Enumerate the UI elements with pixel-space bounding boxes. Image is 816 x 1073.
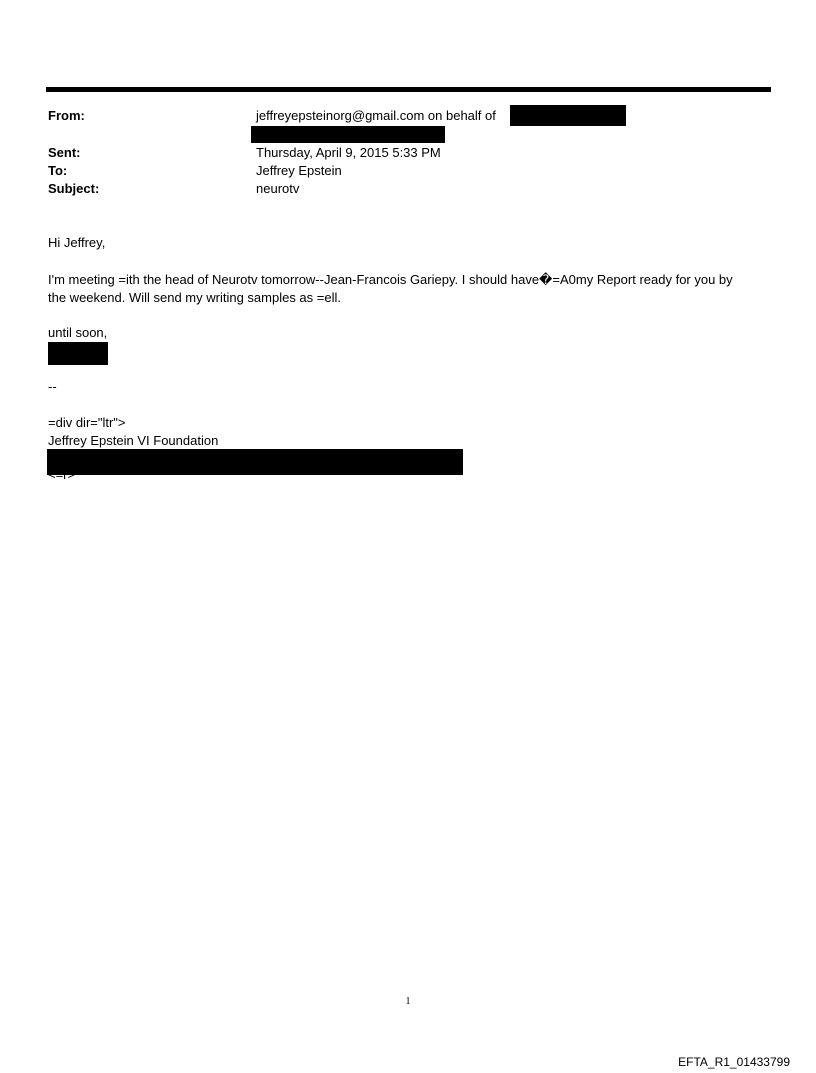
paragraph-line-1: I'm meeting =ith the head of Neurotv tomorrow--Jean-Francois Gariepy. I should have�=A0my Report ready for you by bbox=[48, 272, 733, 287]
bates-number: EFTA_R1_01433799 bbox=[678, 1055, 790, 1069]
from-value: jeffreyepsteinorg@gmail.com on behalf of bbox=[256, 108, 496, 123]
subject-label: Subject: bbox=[48, 181, 100, 196]
header-rule bbox=[46, 87, 771, 92]
sent-label: Sent: bbox=[48, 145, 81, 160]
to-label: To: bbox=[48, 163, 68, 178]
redaction-from-email bbox=[251, 126, 445, 143]
separator: -- bbox=[48, 379, 57, 394]
page-number: 1 bbox=[405, 996, 411, 1007]
closing: until soon, bbox=[48, 325, 108, 340]
redaction-from-name bbox=[510, 105, 626, 126]
redaction-signature bbox=[48, 342, 108, 365]
html-fragment: =div dir="ltr"> bbox=[48, 415, 126, 430]
subject-value: neurotv bbox=[256, 181, 300, 196]
from-label: From: bbox=[48, 108, 85, 123]
to-value: Jeffrey Epstein bbox=[256, 163, 342, 178]
greeting: Hi Jeffrey, bbox=[48, 235, 106, 250]
redaction-org-details bbox=[47, 449, 463, 475]
org-name: Jeffrey Epstein VI Foundation bbox=[48, 433, 219, 448]
paragraph-line-2: the weekend. Will send my writing samples as =ell. bbox=[48, 290, 341, 305]
sent-value: Thursday, April 9, 2015 5:33 PM bbox=[256, 145, 441, 160]
